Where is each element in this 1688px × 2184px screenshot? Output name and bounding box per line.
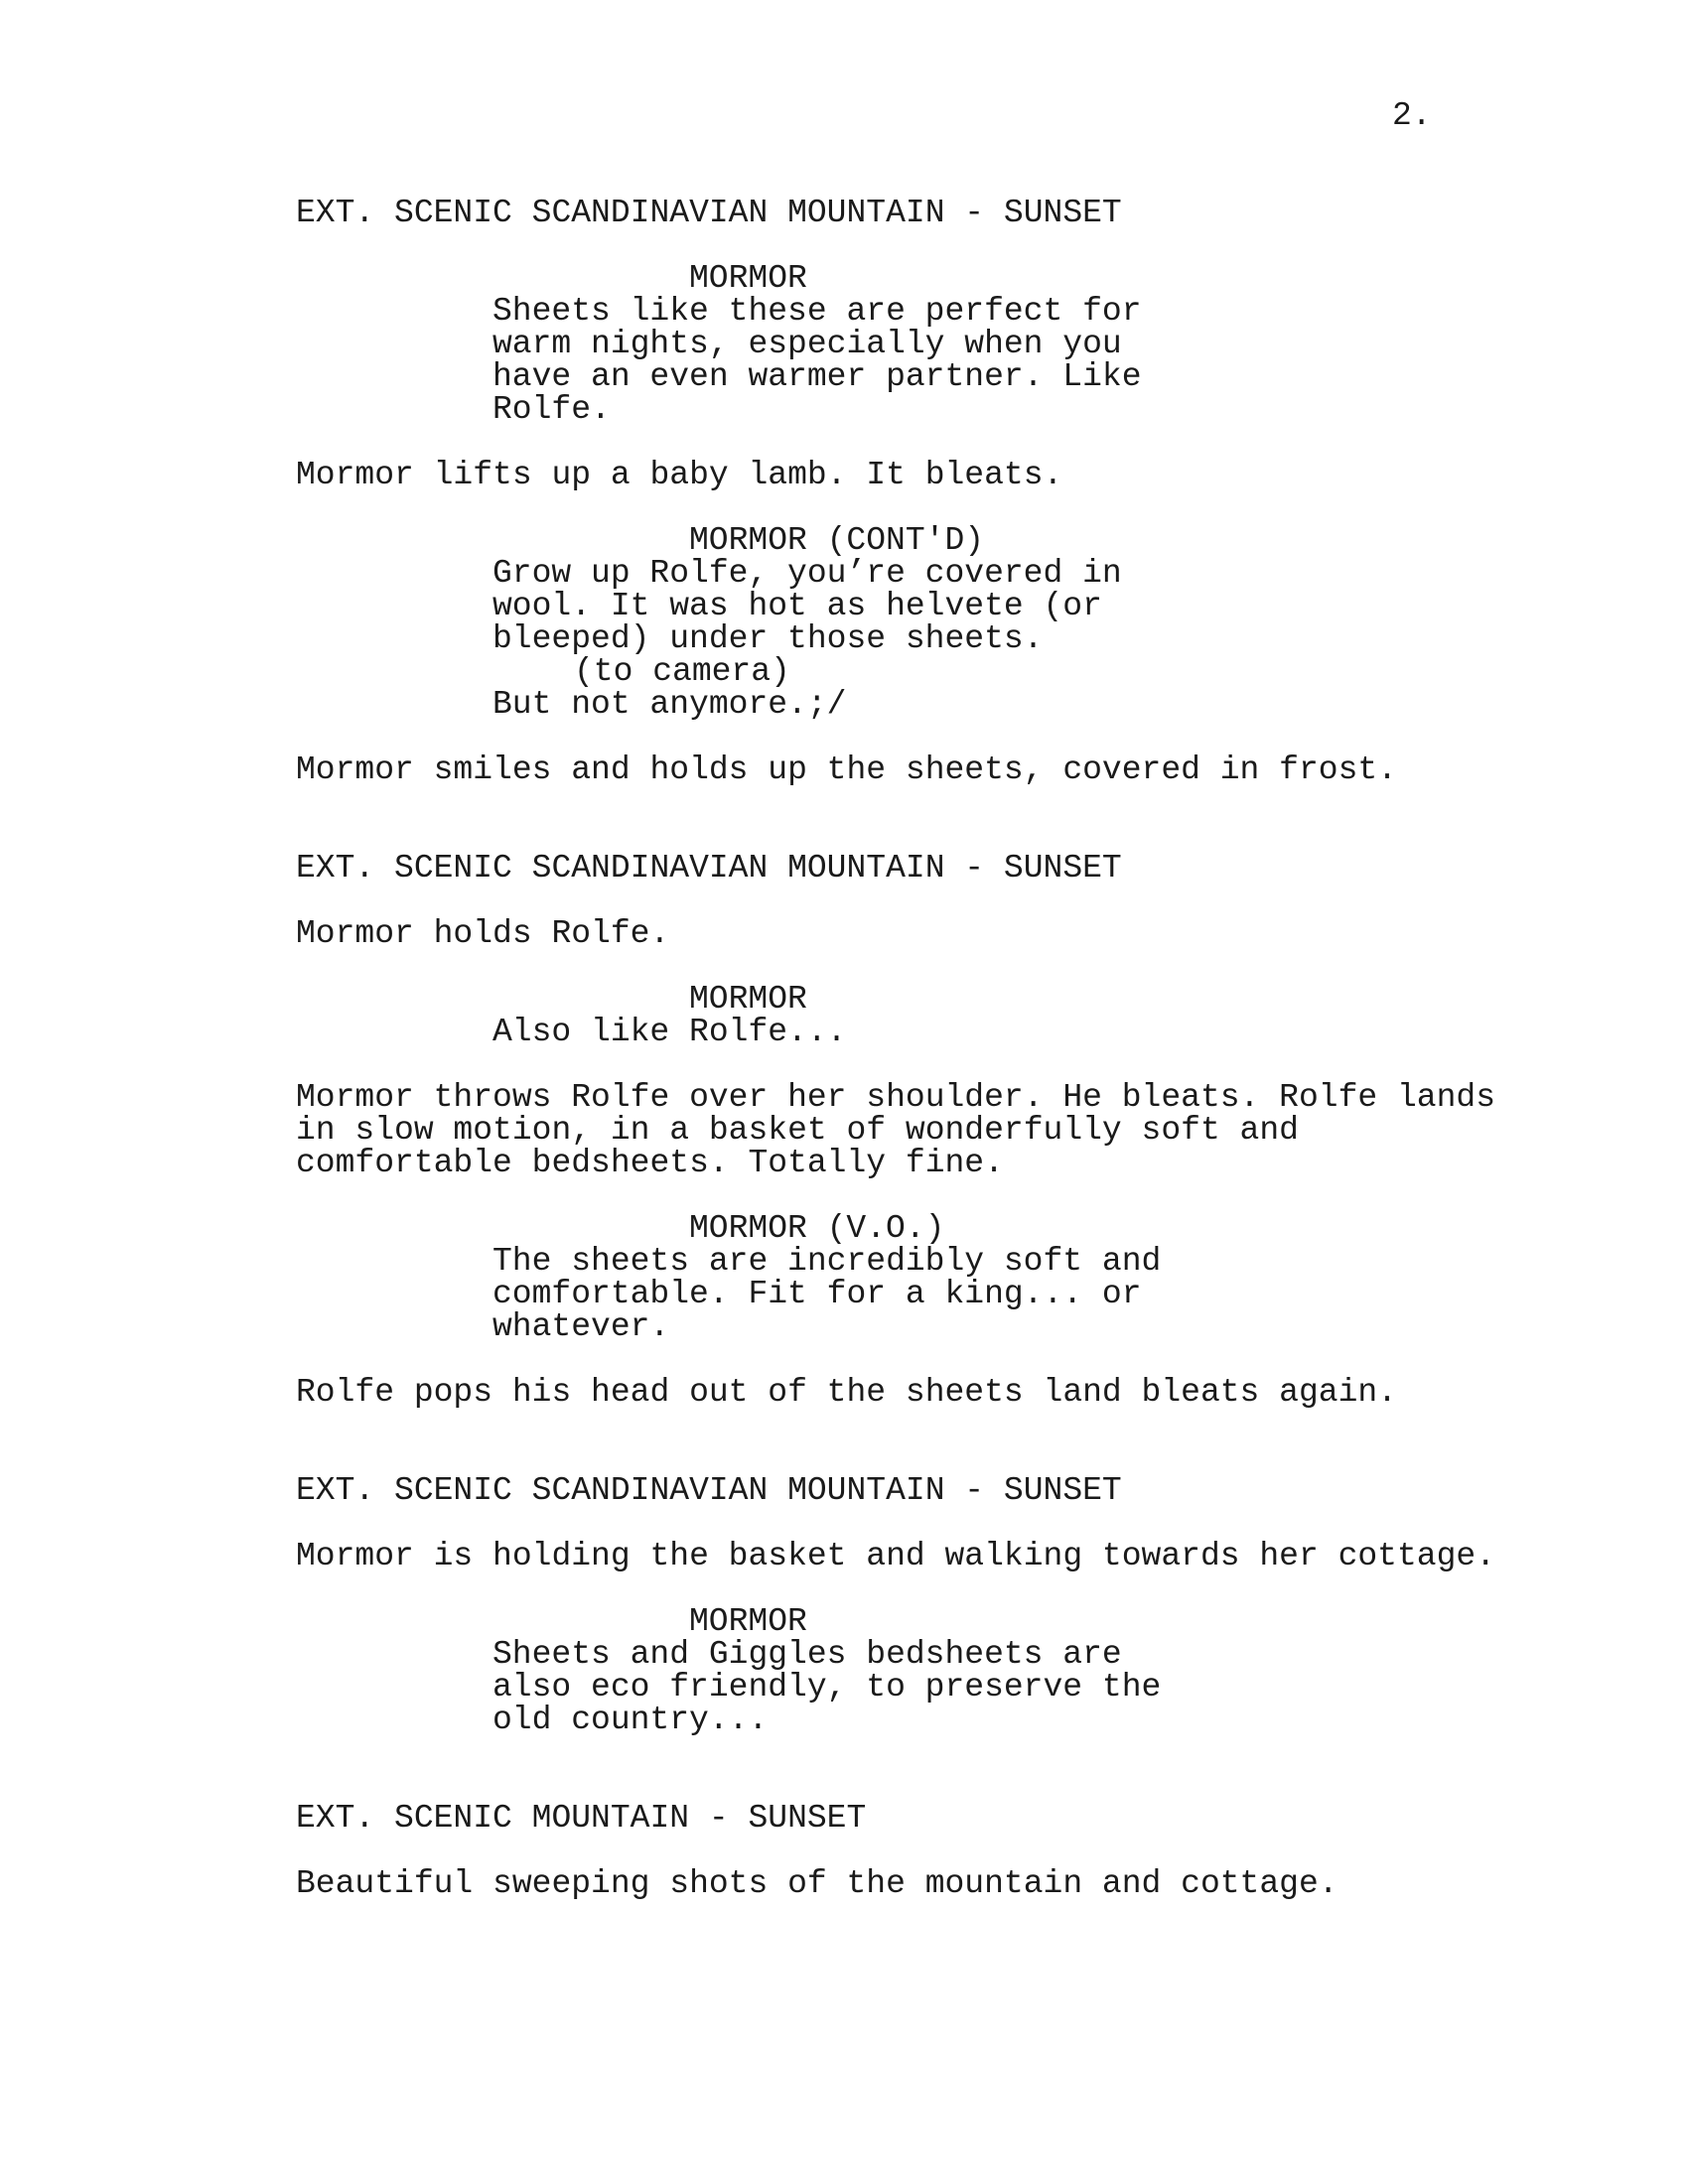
- dialogue-line: Sheets like these are perfect for: [492, 293, 1142, 330]
- scene-heading: EXT. SCENIC MOUNTAIN - SUNSET: [296, 1800, 867, 1837]
- action-line: Mormor smiles and holds up the sheets, covered in frost.: [296, 751, 1397, 788]
- dialogue-line: whatever.: [492, 1308, 670, 1345]
- dialogue-line: Grow up Rolfe, you’re covered in: [492, 555, 1122, 592]
- action-line: comfortable bedsheets. Totally fine.: [296, 1145, 1004, 1181]
- character-name: MORMOR (V.O.): [689, 1210, 945, 1247]
- character-name: MORMOR (CONT'D): [689, 522, 985, 559]
- dialogue-line: also eco friendly, to preserve the: [492, 1669, 1162, 1706]
- page-number: 2.: [1392, 97, 1432, 134]
- dialogue-line: comfortable. Fit for a king... or: [492, 1276, 1142, 1312]
- action-line: Mormor is holding the basket and walking towards her cottage.: [296, 1538, 1495, 1574]
- action-line: Beautiful sweeping shots of the mountain and cottage.: [296, 1865, 1338, 1902]
- dialogue-line: Also like Rolfe...: [492, 1014, 847, 1050]
- character-name: MORMOR: [689, 260, 807, 297]
- action-line: Mormor throws Rolfe over her shoulder. He bleats. Rolfe lands: [296, 1079, 1495, 1116]
- dialogue-line: warm nights, especially when you: [492, 326, 1122, 362]
- scene-heading: EXT. SCENIC SCANDINAVIAN MOUNTAIN - SUNSET: [296, 1472, 1122, 1509]
- action-line: Mormor lifts up a baby lamb. It bleats.: [296, 457, 1063, 493]
- action-line: Mormor holds Rolfe.: [296, 915, 670, 952]
- dialogue-line: But not anymore.;/: [492, 686, 847, 723]
- action-line: in slow motion, in a basket of wonderfully soft and: [296, 1112, 1299, 1149]
- character-name: MORMOR: [689, 981, 807, 1018]
- scene-heading: EXT. SCENIC SCANDINAVIAN MOUNTAIN - SUNSET: [296, 850, 1122, 887]
- dialogue-line: wool. It was hot as helvete (or: [492, 588, 1102, 624]
- parenthetical: (to camera): [574, 653, 790, 690]
- dialogue-line: old country...: [492, 1702, 769, 1738]
- dialogue-line: Sheets and Giggles bedsheets are: [492, 1636, 1122, 1673]
- action-line: Rolfe pops his head out of the sheets land bleats again.: [296, 1374, 1397, 1411]
- dialogue-line: Rolfe.: [492, 391, 611, 428]
- scene-heading: EXT. SCENIC SCANDINAVIAN MOUNTAIN - SUNSET: [296, 195, 1122, 231]
- character-name: MORMOR: [689, 1603, 807, 1640]
- dialogue-line: bleeped) under those sheets.: [492, 620, 1044, 657]
- dialogue-line: The sheets are incredibly soft and: [492, 1243, 1162, 1280]
- dialogue-line: have an even warmer partner. Like: [492, 358, 1142, 395]
